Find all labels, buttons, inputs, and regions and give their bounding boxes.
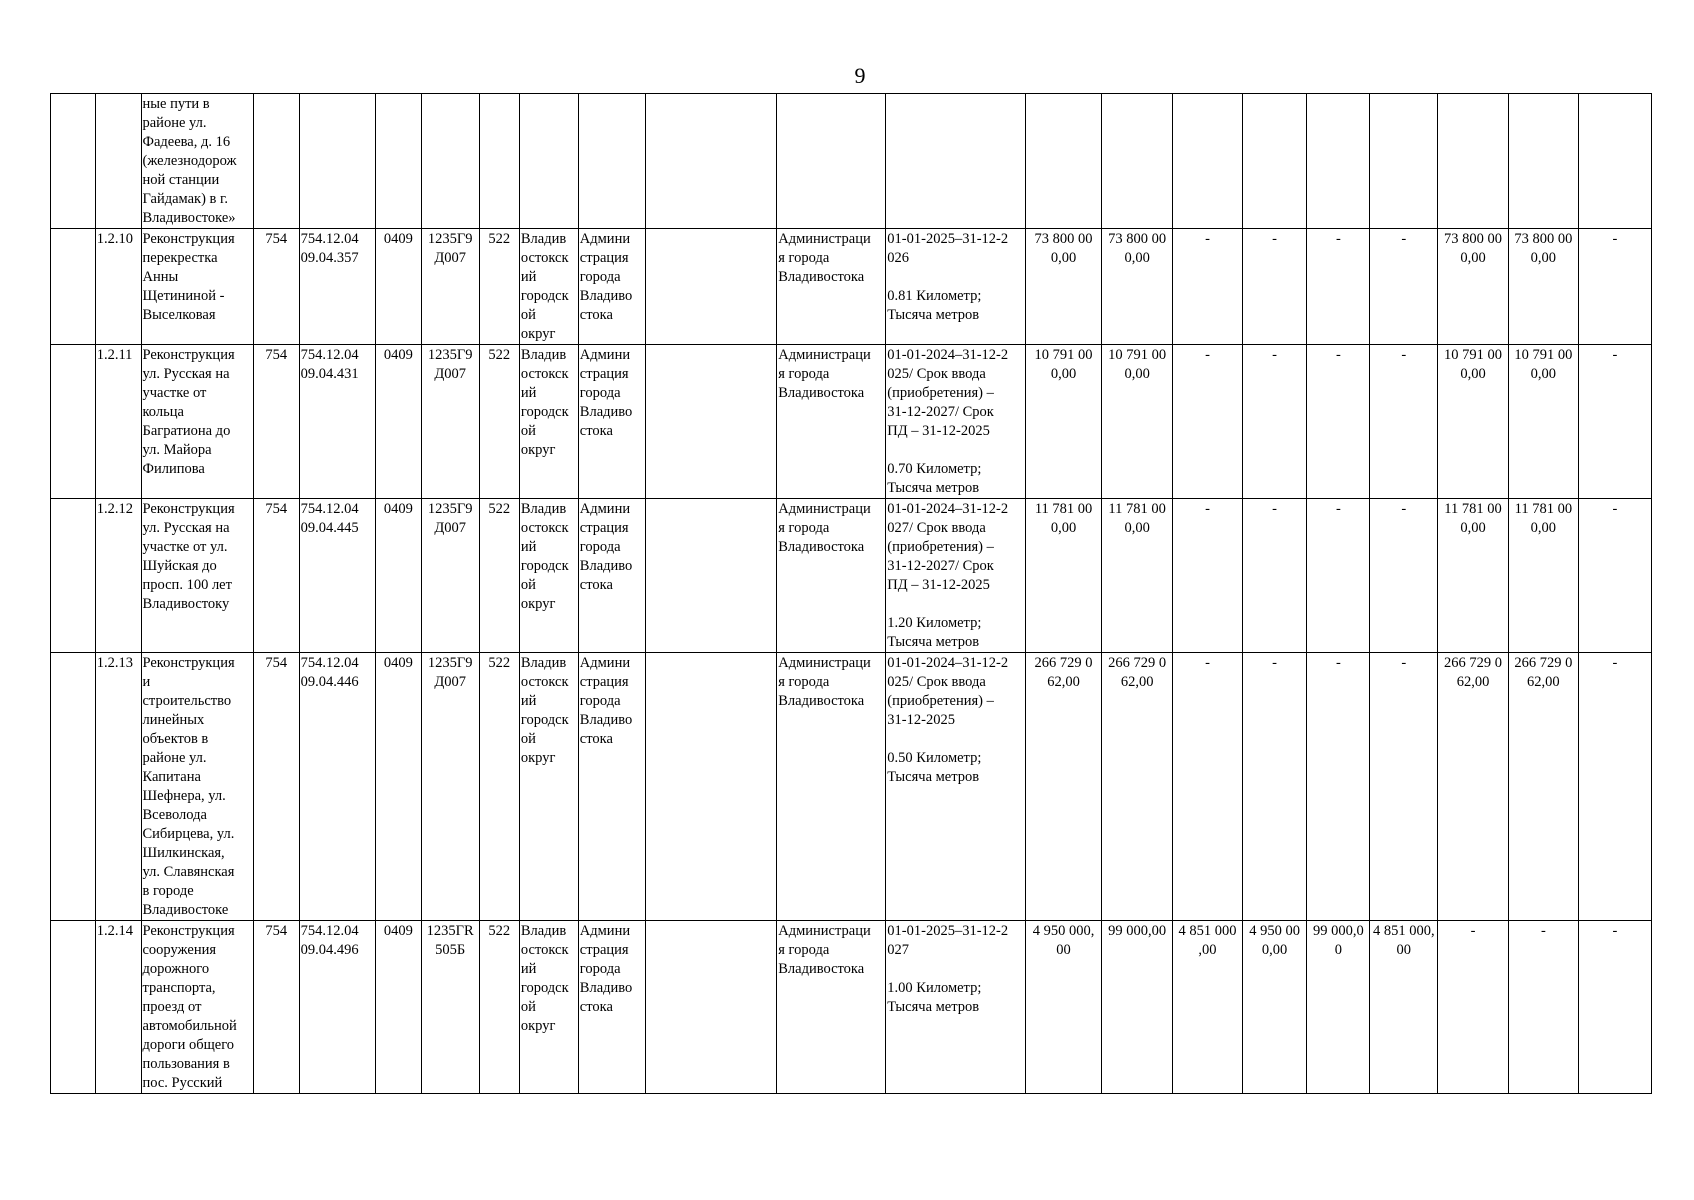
regional-budget-cell: -: [1242, 499, 1306, 653]
target-article-cell: 754.12.04 09.04.357: [299, 229, 375, 345]
other-sources-cell: [1578, 94, 1651, 229]
section-code-cell: 0409: [375, 229, 421, 345]
object-name-cell: Реконструкция ул. Русская на участке от ул. Шуйская до просп. 100 лет Владивостоку: [141, 499, 253, 653]
regional-budget-cell: -: [1242, 229, 1306, 345]
executor-cell: Администраци я города Владивостока: [777, 499, 886, 653]
total-cell: 11 781 00 0,00: [1025, 499, 1101, 653]
executor-cell: [777, 94, 886, 229]
empty-cell: [646, 921, 777, 1094]
federal-budget-current-cell: -: [1307, 229, 1370, 345]
terms-cell: 01-01-2024–31-12-2 027/ Срок ввода (приобретения) – 31-12-2027/ Срок ПД – 31-12-2025 1.20 Километр; Тысяча метров: [886, 499, 1026, 653]
federal-budget-cell: 4 851 000 ,00: [1173, 921, 1243, 1094]
federal-budget-cell: -: [1173, 345, 1243, 499]
federal-budget-cell: -: [1173, 499, 1243, 653]
row-number-cell: 1.2.14: [95, 921, 141, 1094]
regional-budget-current-cell: -: [1370, 499, 1438, 653]
section-code-cell: 0409: [375, 345, 421, 499]
row-number-cell: [95, 94, 141, 229]
section-code-cell: 0409: [375, 499, 421, 653]
terms-cell: 01-01-2024–31-12-2 025/ Срок ввода (приобретения) – 31-12-2025 0.50 Километр; Тысяча метров: [886, 653, 1026, 921]
section-code-cell: 0409: [375, 921, 421, 1094]
expense-type-cell: [479, 94, 519, 229]
customer-cell: Админи страция города Владиво стока: [578, 653, 646, 921]
kcsr-code-cell: [421, 94, 479, 229]
target-article-cell: 754.12.04 09.04.446: [299, 653, 375, 921]
other-sources-cell: -: [1578, 499, 1651, 653]
customer-cell: Админи страция города Владиво стока: [578, 921, 646, 1094]
grbs-code-cell: 754: [253, 499, 299, 653]
regional-budget-current-cell: -: [1370, 229, 1438, 345]
municipal-budget-cell: -: [1438, 921, 1509, 1094]
kcsr-code-cell: 1235Г9 Д007: [421, 345, 479, 499]
municipal-budget-current-cell: 73 800 00 0,00: [1508, 229, 1578, 345]
grbs-code-cell: 754: [253, 653, 299, 921]
expense-type-cell: 522: [479, 345, 519, 499]
federal-budget-current-cell: -: [1307, 345, 1370, 499]
customer-cell: Админи страция города Владиво стока: [578, 499, 646, 653]
terms-cell: 01-01-2025–31-12-2 027 1.00 Километр; Тысяча метров: [886, 921, 1026, 1094]
blank-cell: [51, 229, 96, 345]
target-article-cell: 754.12.04 09.04.496: [299, 921, 375, 1094]
blank-cell: [51, 345, 96, 499]
table-row: [51, 499, 1652, 653]
municipal-budget-current-cell: 266 729 0 62,00: [1508, 653, 1578, 921]
federal-budget-current-cell: -: [1307, 653, 1370, 921]
object-name-cell: Реконструкция сооружения дорожного транспорта, проезд от автомобильной дороги общего пользования в пос. Русский: [141, 921, 253, 1094]
other-sources-cell: -: [1578, 653, 1651, 921]
customer-cell: Админи страция города Владиво стока: [578, 345, 646, 499]
municipal-budget-current-cell: -: [1508, 921, 1578, 1094]
object-name-cell: Реконструкция перекрестка Анны Щетининой - Выселковая: [141, 229, 253, 345]
territory-cell: Владив остокск ий городск ой округ: [519, 653, 578, 921]
regional-budget-current-cell: [1370, 94, 1438, 229]
municipal-budget-current-cell: 11 781 00 0,00: [1508, 499, 1578, 653]
grbs-code-cell: 754: [253, 229, 299, 345]
total-current-cell: [1102, 94, 1173, 229]
blank-cell: [51, 94, 96, 229]
terms-cell: 01-01-2025–31-12-2 026 0.81 Километр; Тысяча метров: [886, 229, 1026, 345]
object-name-cell: Реконструкция и строительство линейных объектов в районе ул. Капитана Шефнера, ул. Всеволода Сибирцева, ул. Шилкинская, ул. Славянская в городе Владивостоке: [141, 653, 253, 921]
object-name-cell: Реконструкция ул. Русская на участке от кольца Багратиона до ул. Майора Филипова: [141, 345, 253, 499]
territory-cell: Владив остокск ий городск ой округ: [519, 499, 578, 653]
section-code-cell: 0409: [375, 653, 421, 921]
total-cell: 73 800 00 0,00: [1025, 229, 1101, 345]
object-name-cell: ные пути в районе ул. Фадеева, д. 16 (железнодорож ной станции Гайдамак) в г. Владивостоке»: [141, 94, 253, 229]
expense-type-cell: 522: [479, 921, 519, 1094]
federal-budget-current-cell: 99 000,0 0: [1307, 921, 1370, 1094]
territory-cell: Владив остокск ий городск ой округ: [519, 921, 578, 1094]
expense-type-cell: 522: [479, 229, 519, 345]
other-sources-cell: -: [1578, 229, 1651, 345]
federal-budget-cell: [1173, 94, 1243, 229]
total-current-cell: 99 000,00: [1102, 921, 1173, 1094]
table-row: [51, 229, 1652, 345]
empty-cell: [646, 653, 777, 921]
federal-budget-cell: -: [1173, 229, 1243, 345]
total-cell: 10 791 00 0,00: [1025, 345, 1101, 499]
regional-budget-cell: 4 950 00 0,00: [1242, 921, 1306, 1094]
kcsr-code-cell: 1235ГR 505Б: [421, 921, 479, 1094]
regional-budget-current-cell: -: [1370, 345, 1438, 499]
executor-cell: Администраци я города Владивостока: [777, 653, 886, 921]
table-row: [51, 921, 1652, 1094]
kcsr-code-cell: 1235Г9 Д007: [421, 653, 479, 921]
executor-cell: Администраци я города Владивостока: [777, 921, 886, 1094]
regional-budget-current-cell: -: [1370, 653, 1438, 921]
blank-cell: [51, 921, 96, 1094]
customer-cell: [578, 94, 646, 229]
grbs-code-cell: 754: [253, 921, 299, 1094]
total-current-cell: 73 800 00 0,00: [1102, 229, 1173, 345]
target-article-cell: [299, 94, 375, 229]
empty-cell: [646, 499, 777, 653]
municipal-budget-current-cell: 10 791 00 0,00: [1508, 345, 1578, 499]
total-cell: [1025, 94, 1101, 229]
municipal-budget-current-cell: [1508, 94, 1578, 229]
total-cell: 266 729 0 62,00: [1025, 653, 1101, 921]
regional-budget-current-cell: 4 851 000, 00: [1370, 921, 1438, 1094]
regional-budget-cell: [1242, 94, 1306, 229]
executor-cell: Администраци я города Владивостока: [777, 345, 886, 499]
municipal-budget-cell: 73 800 00 0,00: [1438, 229, 1509, 345]
regional-budget-cell: -: [1242, 345, 1306, 499]
budget-table: [50, 93, 1652, 1094]
expense-type-cell: 522: [479, 653, 519, 921]
blank-cell: [51, 653, 96, 921]
terms-cell: [886, 94, 1026, 229]
executor-cell: Администраци я города Владивостока: [777, 229, 886, 345]
target-article-cell: 754.12.04 09.04.431: [299, 345, 375, 499]
empty-cell: [646, 229, 777, 345]
kcsr-code-cell: 1235Г9 Д007: [421, 229, 479, 345]
empty-cell: [646, 345, 777, 499]
grbs-code-cell: [253, 94, 299, 229]
target-article-cell: 754.12.04 09.04.445: [299, 499, 375, 653]
federal-budget-current-cell: -: [1307, 499, 1370, 653]
municipal-budget-cell: [1438, 94, 1509, 229]
row-number-cell: 1.2.10: [95, 229, 141, 345]
municipal-budget-cell: 266 729 0 62,00: [1438, 653, 1509, 921]
territory-cell: [519, 94, 578, 229]
kcsr-code-cell: 1235Г9 Д007: [421, 499, 479, 653]
other-sources-cell: -: [1578, 921, 1651, 1094]
territory-cell: Владив остокск ий городск ой округ: [519, 229, 578, 345]
grbs-code-cell: 754: [253, 345, 299, 499]
expense-type-cell: 522: [479, 499, 519, 653]
page-number: 9: [854, 63, 866, 88]
terms-cell: 01-01-2024–31-12-2 025/ Срок ввода (приобретения) – 31-12-2027/ Срок ПД – 31-12-2025 0.70 Километр; Тысяча метров: [886, 345, 1026, 499]
total-cell: 4 950 000, 00: [1025, 921, 1101, 1094]
section-code-cell: [375, 94, 421, 229]
total-current-cell: 11 781 00 0,00: [1102, 499, 1173, 653]
row-number-cell: 1.2.12: [95, 499, 141, 653]
municipal-budget-cell: 10 791 00 0,00: [1438, 345, 1509, 499]
table-row: [51, 653, 1652, 921]
total-current-cell: 266 729 0 62,00: [1102, 653, 1173, 921]
regional-budget-cell: -: [1242, 653, 1306, 921]
row-number-cell: 1.2.13: [95, 653, 141, 921]
other-sources-cell: -: [1578, 345, 1651, 499]
federal-budget-current-cell: [1307, 94, 1370, 229]
federal-budget-cell: -: [1173, 653, 1243, 921]
territory-cell: Владив остокск ий городск ой округ: [519, 345, 578, 499]
table-row: [51, 345, 1652, 499]
row-number-cell: 1.2.11: [95, 345, 141, 499]
municipal-budget-cell: 11 781 00 0,00: [1438, 499, 1509, 653]
blank-cell: [51, 499, 96, 653]
table-row: [51, 94, 1652, 229]
empty-cell: [646, 94, 777, 229]
total-current-cell: 10 791 00 0,00: [1102, 345, 1173, 499]
customer-cell: Админи страция города Владиво стока: [578, 229, 646, 345]
